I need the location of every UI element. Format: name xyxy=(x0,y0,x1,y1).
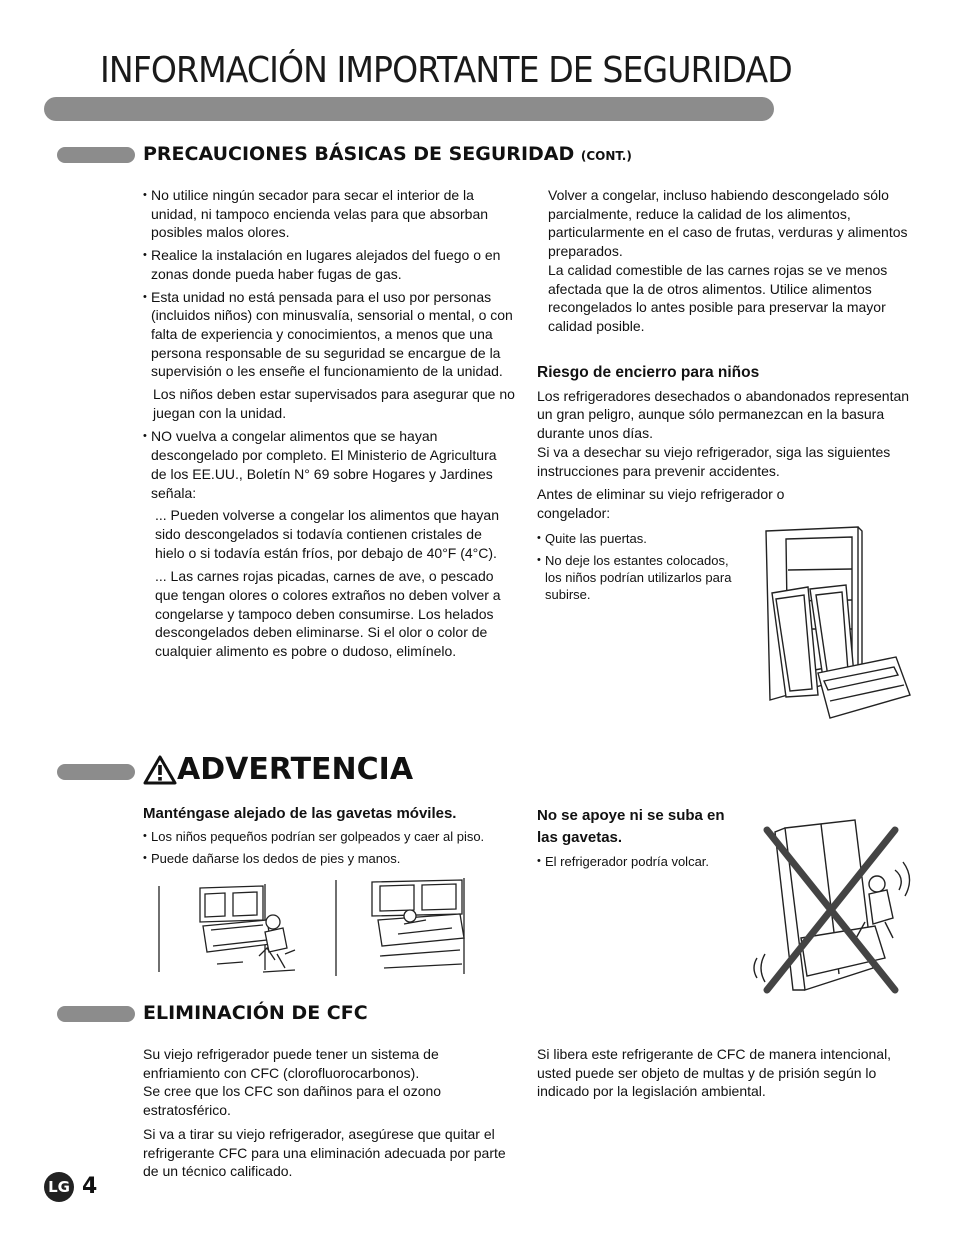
paragraph: La calidad comestible de las carnes rojas se ve menos afectada que la de otros alimentos. Utilice alimentos recongelados lo antes posible para preservar la mayor calidad posible. xyxy=(548,261,888,334)
quote-text: ... Las carnes rojas picadas, carnes de ave, o pescado que tengan olores o colores extraños no deben volver a congelarse y tampoco deben consumirse. Los helados descongelados deben eliminarse. Si el olor o color de cualquier alimento es pobre o dudoso, elimínelo. xyxy=(155,568,501,660)
paragraph: Si libera este refrigerante de CFC de manera intencional, usted puede ser objeto de multas y de prisión según lo indicado por la legislación ambiental. xyxy=(537,1046,892,1100)
section-title-cfc: ELIMINACIÓN DE CFC xyxy=(143,1002,368,1024)
warning-right-title: No se apoye ni se suba en las gavetas. xyxy=(537,807,725,846)
warning-right-block xyxy=(537,805,737,875)
bullet-item: • No deje los estantes colocados, los niños podrían utilizarlos para subirse. xyxy=(537,552,737,603)
bullet-item: • Los niños pequeños podrían ser golpeados y caer al piso. xyxy=(143,828,523,845)
section-title-text: PRECAUCIONES BÁSICAS DE SEGURIDAD xyxy=(143,143,575,165)
section-pill xyxy=(57,1006,135,1022)
paragraph: Volver a congelar, incluso habiendo descongelado sólo parcialmente, reduce la calidad de los alimentos, particularmente en el caso de frutas, verduras y alimentos preparados. xyxy=(548,187,908,260)
paragraph: Su viejo refrigerador puede tener un sistema de enfriamiento con CFC (clorofluorocarbonos). xyxy=(143,1046,439,1081)
riesgo-encierro-block xyxy=(537,364,913,528)
warning-heading xyxy=(143,752,413,787)
bullet-item: • El refrigerador podría volcar. xyxy=(537,853,737,870)
bullet-item: • Quite las puertas. xyxy=(537,530,737,547)
bullet-item: • Esta unidad no está pensada para el uso por personas (incluidos niños) con minusvalía, sensorial o mental, o con falta de experiencia y conocimientos, a menos que una persona responsable de su seguridad se encargue de la supervisión o les enseñe el funcionamiento de la unidad. xyxy=(143,288,515,382)
page-number: 4 xyxy=(82,1174,98,1199)
paragraph: Antes de eliminar su viejo refrigerador o congelador: xyxy=(537,486,785,521)
page-title: INFORMACIÓN IMPORTANTE DE SEGURIDAD xyxy=(100,50,792,91)
section-pill xyxy=(57,147,135,163)
refrigerator-doors-removed-illustration xyxy=(758,525,918,720)
bullet-item: • Puede dañarse los dedos de pies y manos. xyxy=(143,850,523,867)
quote-text: ... Pueden volverse a congelar los alimentos que hayan sido descongelados si todavía contienen cristales de hielo o si todavía están fríos, por debajo de 40°F (4°C). xyxy=(155,507,499,561)
child-drawer-illustration-2 xyxy=(332,876,468,980)
warning-left-title: Manténgase alejado de las gavetas móviles. xyxy=(143,805,457,822)
precauciones-right-column-top xyxy=(548,186,913,336)
precauciones-left-column xyxy=(143,186,515,666)
paragraph: Si va a tirar su viejo refrigerador, asegúrese que quitar el refrigerante CFC para una eliminación adecuada por parte de un técnico calificado. xyxy=(143,1125,506,1180)
paragraph: Los refrigeradores desechados o abandonados representan un gran peligro, aunque sólo permanezcan en la basura durante unos días. xyxy=(537,387,910,442)
warning-left-block xyxy=(143,805,523,872)
section-title-suffix: (CONT.) xyxy=(580,149,632,163)
child-climbing-crossed-illustration xyxy=(745,818,915,998)
subsection-title: Riesgo de encierro para niños xyxy=(537,364,760,381)
title-bar xyxy=(44,97,774,121)
note-text: Los niños deben estar supervisados para asegurar que no juegan con la unidad. xyxy=(153,386,515,421)
bullet-item: • Realice la instalación en lugares alejados del fuego o en zonas donde pueda haber fugas de gas. xyxy=(143,246,515,283)
section-pill xyxy=(57,764,135,780)
lg-logo: LG xyxy=(44,1172,74,1202)
remove-list xyxy=(537,530,737,608)
child-drawer-illustration-1 xyxy=(155,880,305,975)
bullet-item: • NO vuelva a congelar alimentos que se hayan descongelado por completo. El Ministerio de Agricultura de los EE.UU., Boletín N° 69 sobre Hogares y Jardines señala: xyxy=(143,427,515,502)
section-title-precauciones xyxy=(143,143,632,165)
paragraph: Si va a desechar su viejo refrigerador, siga las siguientes instrucciones para prevenir accidentes. xyxy=(537,443,891,479)
warning-title: ADVERTENCIA xyxy=(177,752,414,787)
bullet-item: • No utilice ningún secador para secar el interior de la unidad, ni tampoco encienda velas para que absorban posibles malos olores. xyxy=(143,186,515,242)
paragraph: Se cree que los CFC son dañinos para el ozono estratosférico. xyxy=(143,1083,442,1119)
cfc-left-column xyxy=(143,1045,513,1186)
warning-triangle-icon xyxy=(143,755,177,785)
cfc-right-column xyxy=(537,1045,907,1101)
